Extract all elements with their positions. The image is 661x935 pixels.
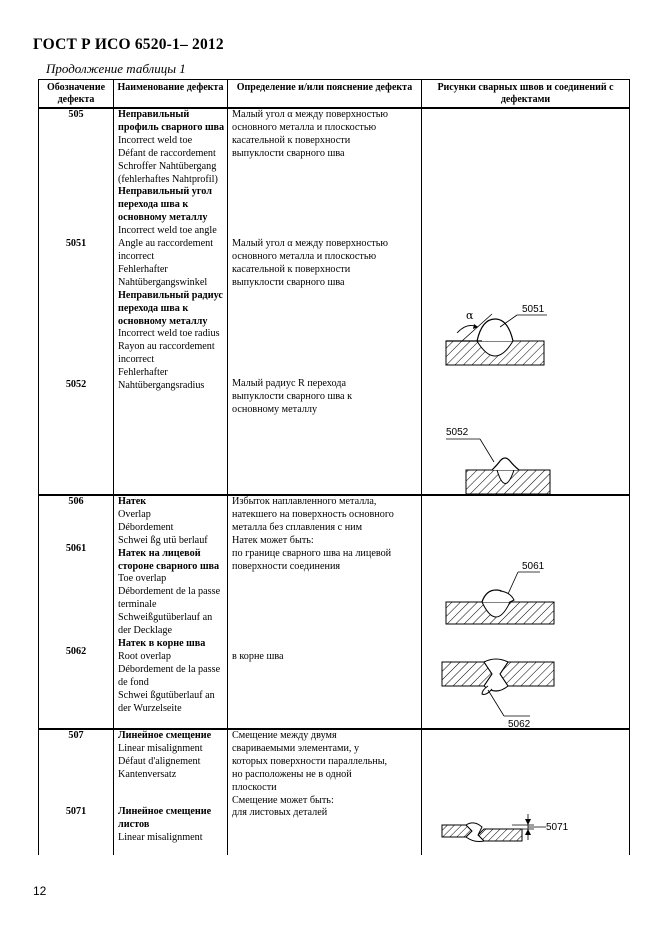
- definition-507: [232, 730, 418, 807]
- code-5051: 5051: [65, 237, 87, 249]
- definition-line: Смещение может быть:: [232, 794, 334, 806]
- translation: Défant de raccordement: [118, 147, 216, 159]
- figure-5061: [446, 561, 554, 624]
- header-definition: Определение и/или пояснение дефекта: [228, 80, 422, 109]
- definition-5071: [232, 807, 418, 820]
- figure-5051: [446, 304, 547, 365]
- code-column: [39, 729, 114, 855]
- definition-line: по границе сварного шва на лицевой: [232, 547, 392, 559]
- translation: Root overlap: [118, 650, 171, 662]
- definition-505: [232, 109, 418, 238]
- definition-line: основного металла и плоскостью: [232, 121, 377, 133]
- defects-table: [38, 79, 630, 855]
- definition-line: в корне шва: [232, 650, 284, 662]
- figure-column: [422, 495, 630, 729]
- figure-label-5071: 5071: [546, 822, 569, 833]
- figure-column: [422, 108, 630, 495]
- definition-506: [232, 496, 418, 548]
- weld-figures-507: [422, 730, 629, 855]
- translation: Incorrect weld toe angle: [118, 225, 217, 237]
- defect-5052: [118, 290, 227, 393]
- weld-figures-505: [422, 109, 629, 494]
- translation: Incorrect weld toe: [118, 134, 193, 146]
- translation: Rayon au raccordement incorrect: [118, 341, 215, 366]
- table-row-group-505: [39, 108, 630, 495]
- definition-line: для листовых деталей: [232, 807, 328, 819]
- figure-label-5061: 5061: [522, 561, 545, 572]
- defect-505: [118, 109, 227, 186]
- defect-name: Неправильный радиус перехода шва к основному металлу: [118, 289, 223, 327]
- definition-line: плоскости: [232, 781, 277, 793]
- definition-line: выпуклости сварного шва: [232, 147, 345, 159]
- definition-line: выпуклости сварного шва: [232, 276, 345, 288]
- definition-column: [228, 729, 422, 855]
- header-code: Обозначение дефекта: [39, 80, 114, 109]
- defect-name: Неправильный профиль сварного шва: [118, 109, 225, 133]
- leader-line: [508, 572, 518, 594]
- definition-line: поверхности соединения: [232, 560, 341, 572]
- translation: Angle au raccordement incorrect: [118, 238, 214, 262]
- definition-line: натекшего на поверхность основного: [232, 508, 394, 520]
- definition-5051: [232, 238, 418, 378]
- definition-line: Избыток наплавленного металла,: [232, 496, 377, 507]
- definition-line: Натек может быть:: [232, 534, 314, 546]
- code-5052: 5052: [65, 378, 87, 390]
- definition-line: Малый угол α между поверхностью: [232, 238, 388, 249]
- code-505: 505: [68, 109, 84, 120]
- table-row-group-507: [39, 729, 630, 855]
- code-column: [39, 495, 114, 729]
- figure-5062: [442, 659, 554, 728]
- table-continuation-caption: Продолжение таблицы 1: [46, 61, 186, 76]
- translation: Linear misalignment: [118, 831, 203, 843]
- translation: Kantenversatz: [118, 768, 177, 780]
- code-5062: 5062: [65, 645, 87, 657]
- definition-line: выпуклости сварного шва к: [232, 390, 353, 402]
- weld-figures-506: [422, 496, 629, 728]
- table-header-row: [39, 80, 630, 109]
- page-number: 12: [33, 884, 47, 898]
- defect-name: Линейное смещение: [118, 730, 212, 741]
- translation: Débordement: [118, 521, 174, 533]
- translation: Incorrect weld toe radius: [118, 328, 220, 340]
- name-column: [114, 495, 228, 729]
- arrowhead: [525, 819, 531, 825]
- translation: Overlap: [118, 508, 151, 520]
- definition-line: касательной к поверхности: [232, 134, 351, 146]
- alpha-label: α: [466, 309, 474, 322]
- translation: Schweißgutüberlauf an der Decklage: [118, 612, 213, 637]
- figure-label-5062: 5062: [508, 719, 531, 728]
- figure-column: [422, 729, 630, 855]
- translation: Schwei ßg utü berlauf: [118, 534, 208, 546]
- definition-line: Малый угол α между поверхностью: [232, 109, 388, 120]
- defect-5071: [118, 806, 227, 845]
- definition-5061: [232, 548, 418, 651]
- figure-label-5051: 5051: [522, 304, 545, 315]
- definition-line: свариваемыми элементами, у: [232, 742, 360, 754]
- defect-name: Натек в корне шва: [118, 637, 206, 649]
- translation: Linear misalignment: [118, 742, 203, 754]
- defect-name: Неправильный угол перехода шва к основному металлу: [118, 186, 212, 224]
- definition-line: касательной к поверхности: [232, 263, 351, 275]
- translation: Schroffer Nahtübergang (fehlerhaftes Nahtprofil): [118, 160, 218, 185]
- defect-507: [118, 730, 227, 806]
- definition-column: [228, 495, 422, 729]
- figure-5052: [446, 427, 550, 494]
- translation: Toe overlap: [118, 573, 167, 585]
- definition-line: Смещение между двумя: [232, 730, 337, 741]
- definition-line: основного металла и плоскостью: [232, 250, 377, 262]
- figure-5071: [442, 814, 569, 842]
- name-column: [114, 108, 228, 495]
- defect-506: [118, 496, 227, 548]
- table-row-group-506: [39, 495, 630, 729]
- leader-line: [488, 690, 504, 716]
- translation: Débordement de la passe de fond: [118, 663, 221, 688]
- arrowhead: [473, 324, 478, 329]
- leader-line: [480, 439, 494, 462]
- header-name: Наименование дефекта: [114, 80, 228, 109]
- defect-name: Натек на лицевой стороне сварного шва: [118, 547, 220, 572]
- code-5071: 5071: [65, 805, 87, 817]
- code-column: [39, 108, 114, 495]
- base-metal-left: [442, 662, 492, 686]
- defect-5062: [118, 638, 227, 715]
- code-506: 506: [68, 496, 84, 507]
- translation: Débordement de la passe terminale: [118, 586, 221, 611]
- definition-line: но расположены не в одной: [232, 768, 352, 780]
- definition-5052: [232, 378, 418, 417]
- definition-column: [228, 108, 422, 495]
- defect-name: Натек: [118, 496, 147, 507]
- defect-name: Линейное смещение листов: [118, 806, 212, 830]
- plate-right: [478, 829, 522, 841]
- translation: Défaut d'alignement: [118, 755, 201, 767]
- header-figures: Рисунки сварных швов и соединений с дефектами: [422, 80, 630, 109]
- defect-5051: [118, 186, 227, 289]
- definition-5062: [232, 651, 418, 664]
- definition-line: металла без сплавления с ним: [232, 521, 363, 533]
- code-507: 507: [68, 730, 84, 741]
- definition-line: основному металлу: [232, 403, 318, 415]
- definition-line: Малый радиус R перехода: [232, 378, 347, 389]
- figure-label-5052: 5052: [446, 427, 469, 438]
- name-column: [114, 729, 228, 855]
- weld-cap: [492, 458, 519, 470]
- translation: Fehlerhafter Nahtübergangswinkel: [118, 263, 208, 288]
- defect-5061: [118, 548, 227, 638]
- translation: Schwei ßgutüberlauf an der Wurzelseite: [118, 689, 215, 714]
- base-metal-right: [500, 662, 554, 686]
- arrowhead: [525, 829, 531, 835]
- definition-line: которых поверхности параллельны,: [232, 755, 388, 767]
- page-title: ГОСТ Р ИСО 6520-1– 2012: [33, 36, 224, 53]
- code-5061: 5061: [65, 542, 87, 554]
- translation: Fehlerhafter Nahtübergangsradius: [118, 367, 205, 392]
